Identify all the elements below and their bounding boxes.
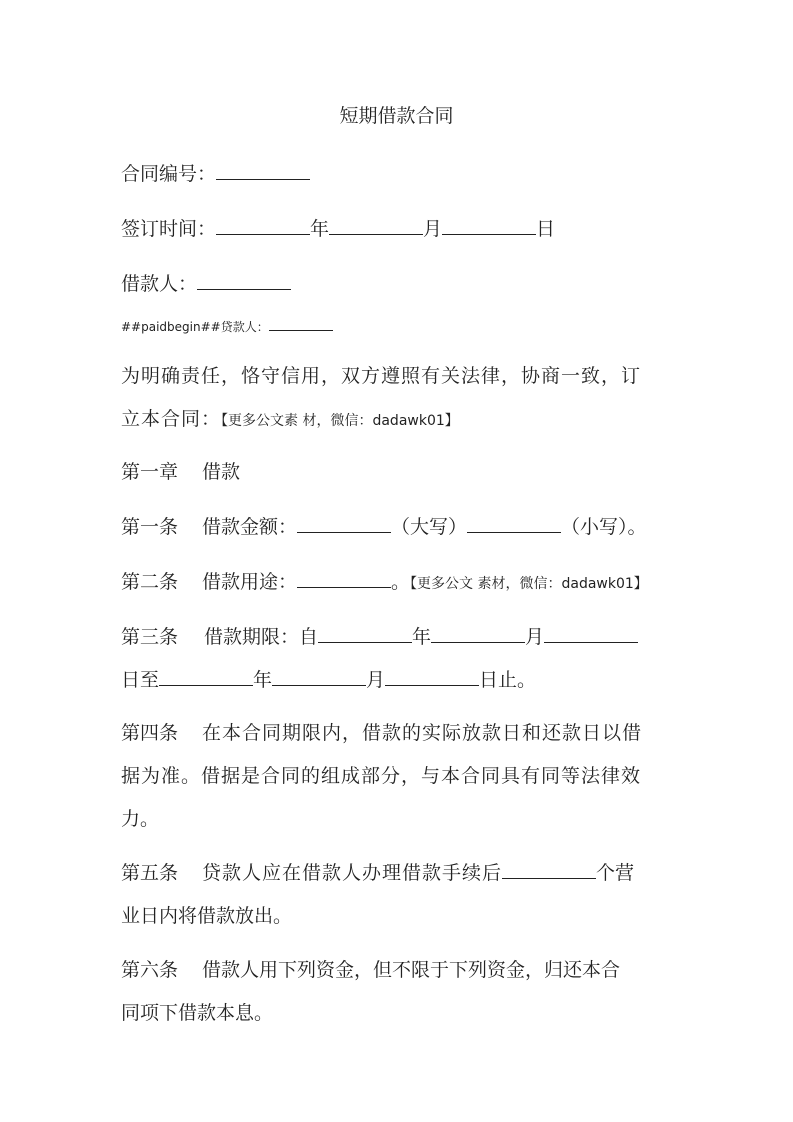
article-5-text-2: 个营 (596, 862, 635, 884)
contract-number-label: 合同编号： (121, 163, 217, 185)
article-5-number: 第五条 (121, 862, 179, 884)
article-3-to: 日至 (121, 669, 160, 691)
article-2 (121, 570, 648, 596)
end-month-unit: 月 (366, 669, 386, 691)
contract-number-blank[interactable] (216, 163, 310, 180)
chapter-title: 借款 (202, 461, 241, 483)
article-6-line-1 (121, 958, 620, 982)
sign-date-label: 签订时间： (121, 218, 217, 240)
intro-line-2 (121, 407, 459, 433)
lender-line (121, 319, 333, 335)
watermark-note-2: 【更多公文 素材，微信：dadawk01】 (410, 576, 648, 592)
borrower-line (121, 272, 291, 296)
lender-blank[interactable] (269, 319, 333, 331)
article-6-number: 第六条 (121, 959, 179, 981)
article-3-line-2 (121, 668, 536, 692)
sign-date-line (121, 217, 555, 241)
article-3-number: 第三条 (121, 626, 179, 648)
borrower-blank[interactable] (197, 273, 291, 290)
end-month-blank[interactable] (272, 669, 366, 686)
amount-lower-blank[interactable] (467, 516, 561, 533)
intro-text: 立本合同： (121, 408, 222, 430)
start-month-unit: 月 (525, 626, 545, 648)
article-2-label: 借款用途： (202, 571, 298, 593)
purpose-blank[interactable] (297, 571, 391, 588)
sign-year-blank[interactable] (216, 218, 310, 235)
article-6-text-1: 借款人用下列资金，但不限于下列资金，归还本合 (202, 959, 621, 981)
article-2-number: 第二条 (121, 571, 179, 593)
chapter-number: 第一章 (121, 461, 179, 483)
start-year-unit: 年 (412, 626, 432, 648)
start-day-blank[interactable] (544, 626, 638, 643)
article-1 (121, 515, 647, 539)
start-month-blank[interactable] (431, 626, 525, 643)
article-4-text-1: 在本合同期限内，借款的实际放款日和还款日以借 (202, 722, 643, 744)
article-3-label: 借款期限：自 (204, 626, 319, 648)
article-1-label: 借款金额： (202, 516, 298, 538)
lender-label: 贷款人： (220, 320, 269, 334)
paid-marker: ##paidbegin## (121, 320, 221, 334)
start-year-blank[interactable] (318, 626, 412, 643)
article-4-number: 第四条 (121, 722, 179, 744)
article-4-line-3: 力。 (121, 808, 160, 830)
borrower-label: 借款人： (121, 273, 198, 295)
chapter-heading (121, 460, 240, 484)
article-1-number: 第一条 (121, 516, 179, 538)
business-days-blank[interactable] (502, 862, 596, 879)
end-day-blank[interactable] (385, 669, 479, 686)
article-4-line-1 (121, 721, 642, 745)
article-5-text-1: 贷款人应在借款人办理借款手续后 (202, 862, 503, 884)
amount-upper-blank[interactable] (297, 516, 391, 533)
article-5-line-1 (121, 861, 634, 885)
article-6-line-2: 同项下借款本息。 (121, 1002, 274, 1024)
intro-line-1: 为明确责任，恪守信用，双方遵照有关法律，协商一致，订 (121, 365, 642, 387)
end-year-unit: 年 (253, 669, 273, 691)
article-3-end: 日止。 (479, 669, 537, 691)
year-unit: 年 (310, 218, 330, 240)
document-title: 短期借款合同 (339, 105, 454, 127)
article-5-line-2: 业日内将借款放出。 (121, 905, 293, 927)
article-4-line-2: 据为准。借据是合同的组成部分，与本合同具有同等法律效 (121, 765, 642, 787)
contract-number-line (121, 162, 310, 186)
day-unit: 日 (536, 218, 556, 240)
sign-day-blank[interactable] (442, 218, 536, 235)
end-year-blank[interactable] (159, 669, 253, 686)
amount-upper-label: （大写） (391, 516, 468, 538)
sign-month-blank[interactable] (329, 218, 423, 235)
article-2-period: 。 (391, 571, 411, 593)
month-unit: 月 (423, 218, 443, 240)
amount-lower-label: （小写）。 (561, 516, 647, 538)
watermark-note-1: 【更多公文素 材，微信：dadawk01】 (221, 413, 459, 429)
article-3-line-1 (121, 625, 638, 649)
